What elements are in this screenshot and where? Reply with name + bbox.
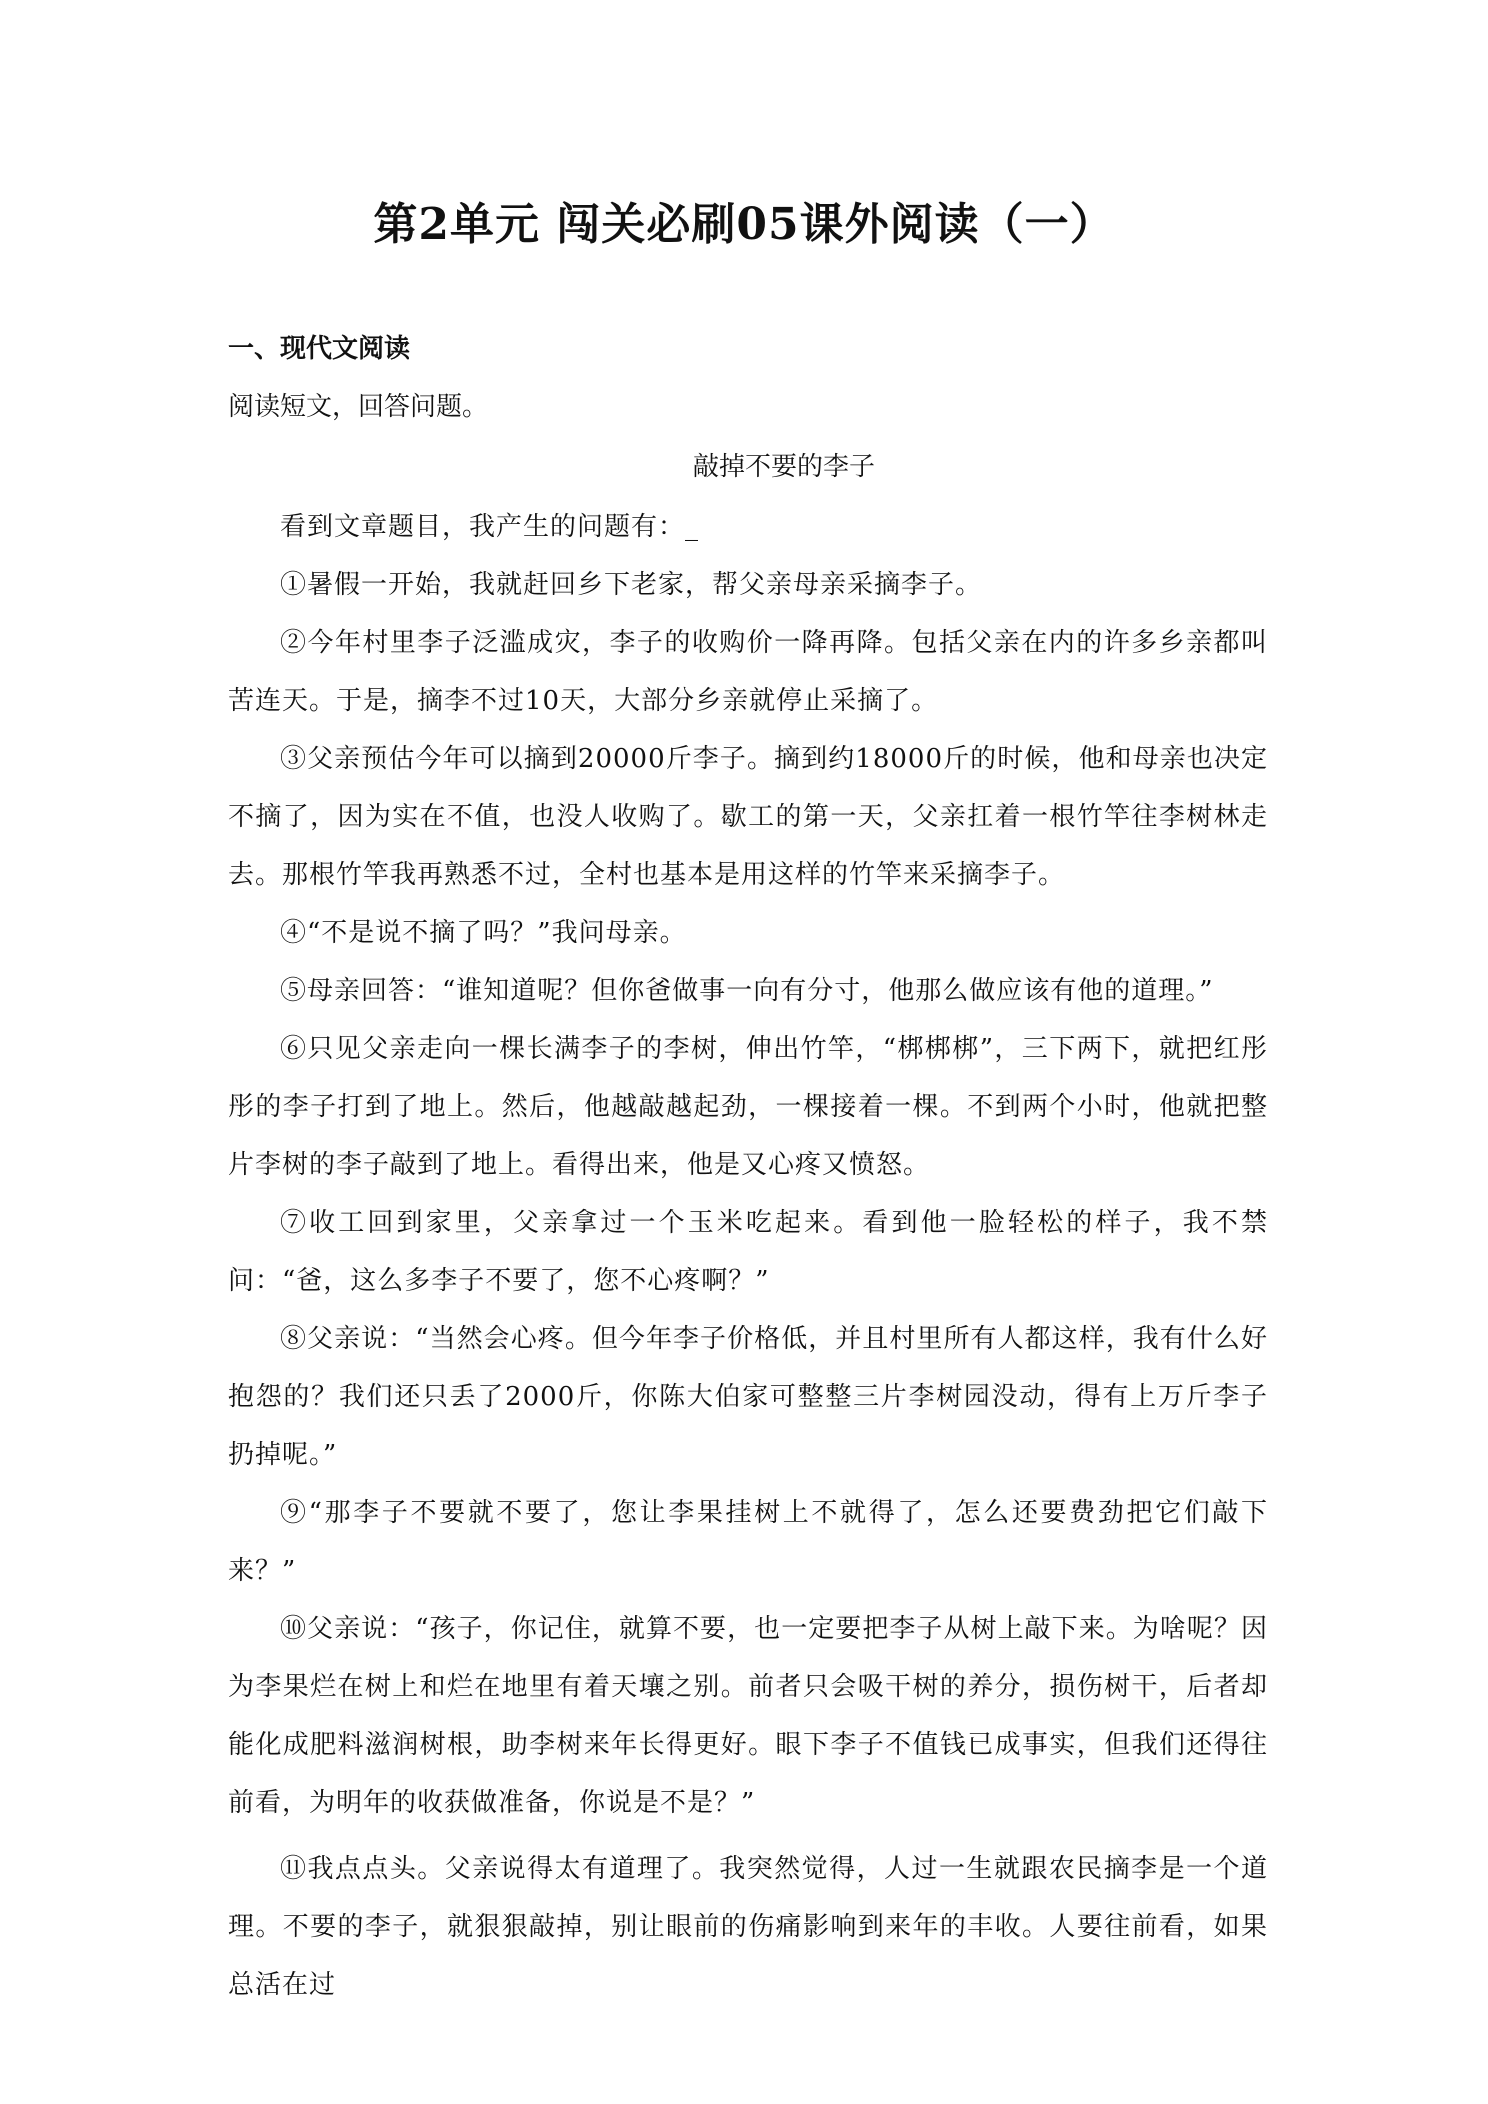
article-paragraph: ⑪我点点头。父亲说得太有道理了。我突然觉得，人过一生就跟农民摘李是一个道理。不要的李子，就狠狠敲掉，别让眼前的伤痛影响到来年的丰收。人要往前看，如果总活在过: [228, 1854, 1268, 2000]
article-paragraph: ⑥只见父亲走向一棵长满李子的李树，伸出竹竿，“梆梆梆”，三下两下，就把红彤彤的李子打到了地上。然后，他越敲越起劲，一棵接着一棵。不到两个小时，他就把整片李树的李子敲到了地上。看得出来，他是又心疼又愤怒。: [228, 1034, 1268, 1180]
article-paragraph: ⑤母亲回答：“谁知道呢？但你爸做事一向有分寸，他那么做应该有他的道理。”: [280, 976, 1214, 1006]
article-paragraph: ③父亲预估今年可以摘到20000斤李子。摘到约18000斤的时候，他和母亲也决定不摘了，因为实在不值，也没人收购了。歇工的第一天，父亲扛着一根竹竿往李树林走去。那根竹竿我再熟悉不过，全村也基本是用这样的竹竿来采摘李子。: [228, 744, 1268, 890]
section-heading: 一、现代文阅读: [228, 334, 411, 364]
article-paragraph: ⑦收工回到家里，父亲拿过一个玉米吃起来。看到他一脸轻松的样子，我不禁问：“爸，这么多李子不要了，您不心疼啊？”: [228, 1208, 1268, 1296]
page-title: 第2单元 闯关必刷05课外阅读（一）: [373, 199, 1115, 250]
article-body: [228, 498, 1268, 2014]
instruction-text: 阅读短文，回答问题。: [228, 392, 489, 422]
article-title: 敲掉不要的李子: [692, 452, 875, 482]
article-paragraph: ④“不是说不摘了吗？”我问母亲。: [280, 918, 687, 948]
article-paragraph: ⑧父亲说：“当然会心疼。但今年李子价格低，并且村里所有人都这样，我有什么好抱怨的？我们还只丢了2000斤，你陈大伯家可整整三片李树园没动，得有上万斤李子扔掉呢。”: [228, 1324, 1268, 1470]
article-paragraph: ⑨“那李子不要就不要了，您让李果挂树上不就得了，怎么还要费劲把它们敲下来？”: [228, 1498, 1268, 1586]
article-paragraph: ⑩父亲说：“孩子，你记住，就算不要，也一定要把李子从树上敲下来。为啥呢？因为李果烂在树上和烂在地里有着天壤之别。前者只会吸干树的养分，损伤树干，后者却能化成肥料滋润树根，助李树来年长得更好。眼下李子不值钱已成事实，但我们还得往前看，为明年的收获做准备，你说是不是？”: [228, 1614, 1268, 1818]
article-paragraph: ②今年村里李子泛滥成灾，李子的收购价一降再降。包括父亲在内的许多乡亲都叫苦连天。于是，摘李不过10天，大部分乡亲就停止采摘了。: [228, 628, 1268, 716]
article-paragraph: ①暑假一开始，我就赶回乡下老家，帮父亲母亲采摘李子。: [280, 570, 983, 600]
article-paragraph: 看到文章题目，我产生的问题有：_: [280, 512, 700, 542]
